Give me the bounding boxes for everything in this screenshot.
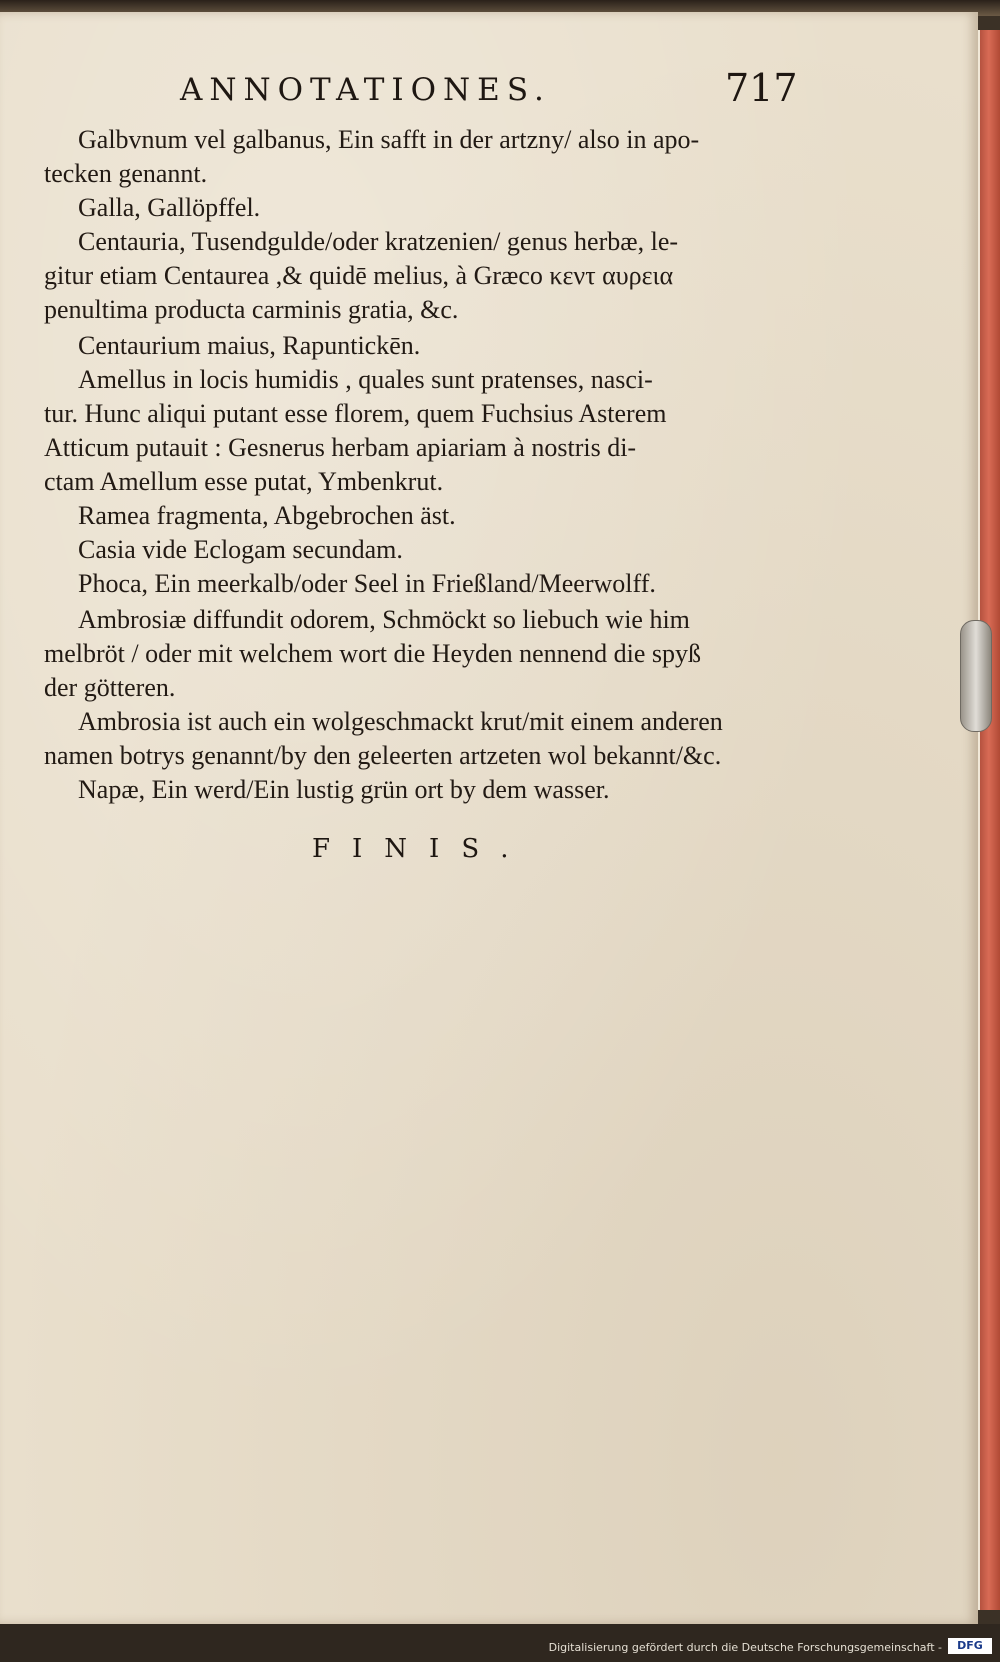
text-line: der götteren.: [44, 673, 176, 702]
text-line: Centaurium maius, Rapuntickēn.: [78, 331, 421, 360]
text-line: gitur etiam Centaurea ,& quidē melius, à Græco κεντ αυρεια: [44, 261, 674, 290]
text-line: Atticum putauit : Gesnerus herbam apiariam à nostris di-: [44, 433, 637, 462]
text-line: Ambrosia ist auch ein wolgeschmackt krut/mit einem anderen: [78, 707, 723, 736]
book-clasp: [960, 620, 992, 732]
text-line: tur. Hunc aliqui putant esse florem, quem Fuchsius Asterem: [44, 399, 667, 428]
text-line: ctam Amellum esse putat, Ymbenkrut.: [44, 467, 444, 496]
text-line: melbröt / oder mit welchem wort die Heyden nennend die spyß: [44, 639, 702, 668]
text-line: Galbvnum vel galbanus, Ein safft in der artzny/ also in apo-: [78, 125, 700, 154]
page-number: 717: [725, 66, 798, 110]
text-line: Casia vide Eclogam secundam.: [78, 535, 403, 564]
text-line: Ramea fragmenta, Abgebrochen äst.: [78, 501, 456, 530]
text-line: Phoca, Ein meerkalb/oder Seel in Frießland/Meerwolff.: [78, 569, 656, 598]
digitization-credit: Digitalisierung gefördert durch die Deutsche Forschungsgemeinschaft -: [548, 1641, 942, 1654]
running-head: [0, 66, 978, 122]
text-line: Ambrosiæ diffundit odorem, Schmöckt so liebuch wie him: [78, 605, 690, 634]
finis-mark: FINIS.: [312, 834, 531, 864]
running-title: ANNOTATIONES.: [180, 72, 551, 108]
text-line: Napæ, Ein werd/Ein lustig grün ort by dem wasser.: [78, 775, 610, 804]
text-line: Galla, Gallöpffel.: [78, 193, 261, 222]
text-line: Amellus in locis humidis , quales sunt pratenses, nasci-: [78, 365, 653, 394]
text-line: Centauria, Tusendgulde/oder kratzenien/ genus herbæ, le-: [78, 227, 679, 256]
page-fore-edge: [978, 30, 1000, 1610]
book-page: [0, 12, 978, 1624]
text-line: penultima producta carminis gratia, &c.: [44, 295, 459, 324]
text-line: tecken genannt.: [44, 159, 208, 188]
dfg-logo: DFG: [948, 1638, 992, 1654]
text-line: namen botrys genannt/by den geleerten artzeten wol bekannt/&c.: [44, 741, 722, 770]
